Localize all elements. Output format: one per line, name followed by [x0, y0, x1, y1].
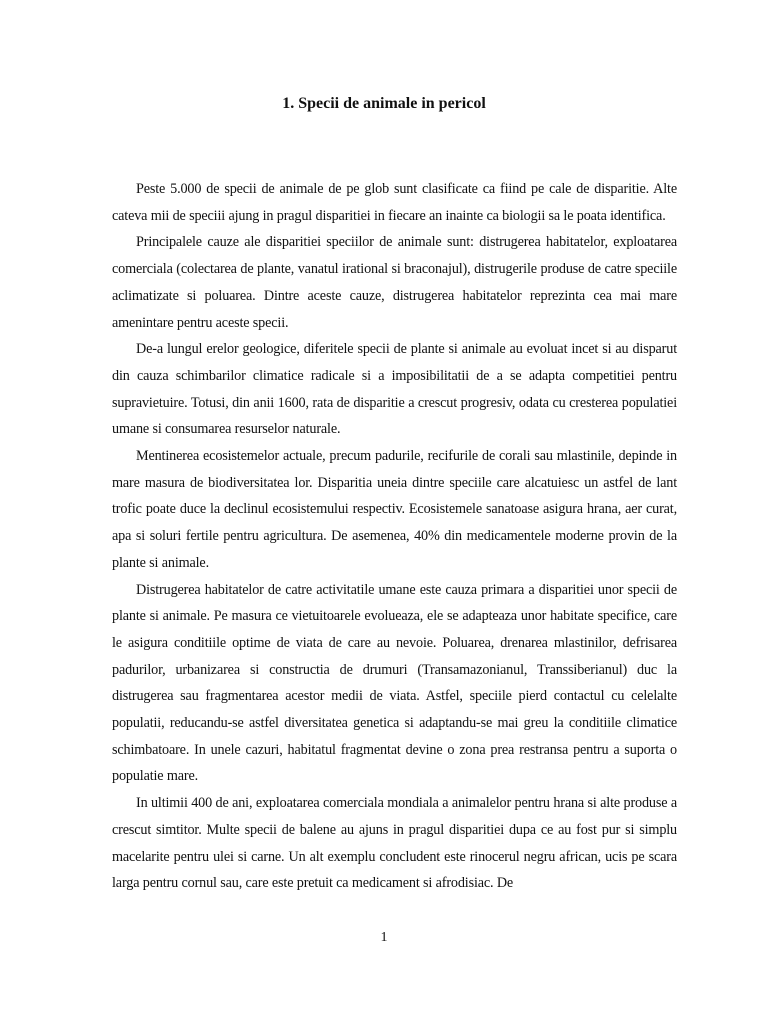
- body-text: [112, 176, 677, 897]
- paragraph: In ultimii 400 de ani, exploatarea comerciala mondiala a animalelor pentru hrana si alte produse a crescut simtitor. Multe specii de balene au ajuns in pragul disparitiei dupa ce au fost pur si simplu macelarite pentru ulei si carne. Un alt exemplu concludent este rinocerul negru african, ucis pe scara larga pentru cornul sau, care este pretuit ca medicament si afrodisiac. De: [112, 795, 677, 892]
- paragraph: Peste 5.000 de specii de animale de pe glob sunt clasificate ca fiind pe cale de disparitie. Alte cateva mii de speciii ajung in pragul disparitiei in fiecare an inainte ca biologii sa le poata identifica.: [112, 181, 677, 224]
- paragraph: Distrugerea habitatelor de catre activitatile umane este cauza primara a disparitiei unor specii de plante si animale. Pe masura ce vietuitoarele evolueaza, ele se adapteaza unor habitate specifice, care le asigura conditiile optime de viata de care au nevoie. Poluarea, drenarea mlastinilor, defrisarea padurilor, urbanizarea si constructia de drumuri (Transamazonianul, Transsiberianul) duc la distrugerea sau fragmentarea acestor medii de viata. Astfel, speciile pierd contactul cu celelalte populatii, reducandu-se astfel diversitatea genetica si adaptandu-se mai greu la conditiile climatice schimbatoare. In unele cazuri, habitatul fragmentat devine o zona prea restransa pentru a suporta o populatie mare.: [112, 581, 677, 785]
- paragraph: Mentinerea ecosistemelor actuale, precum padurile, recifurile de corali sau mlastinile, depinde in mare masura de biodiversitatea lor. Disparitia uneia dintre speciile care alcatuiesc un astfel de lant trofic poate duce la declinul ecosistemului respectiv. Ecosistemele sanatoase asigura hrana, aer curat, apa si soluri fertile pentru agricultura. De asemenea, 40% din medicamentele moderne provin de la plante si animale.: [112, 448, 677, 571]
- paragraph: De-a lungul erelor geologice, diferitele specii de plante si animale au evoluat incet si au disparut din cauza schimbarilor climatice radicale si a imposibilitatii de a se adapta competitiei pentru supravietuire. Totusi, din anii 1600, rata de disparitie a crescut progresiv, odata cu cresterea populatiei umane si consumarea resurselor naturale.: [112, 341, 677, 438]
- page-title: 1. Specii de animale in pericol: [282, 95, 486, 112]
- paragraph: Principalele cauze ale disparitiei speciilor de animale sunt: distrugerea habitatelor, exploatarea comerciala (colectarea de plante, vanatul irational si braconajul), distrugerile produse de catre speciile aclimatizate si poluarea. Dintre aceste cauze, distrugerea habitatelor reprezinta cea mai mare amenintare pentru aceste specii.: [112, 234, 677, 331]
- page-number: 1: [380, 930, 388, 945]
